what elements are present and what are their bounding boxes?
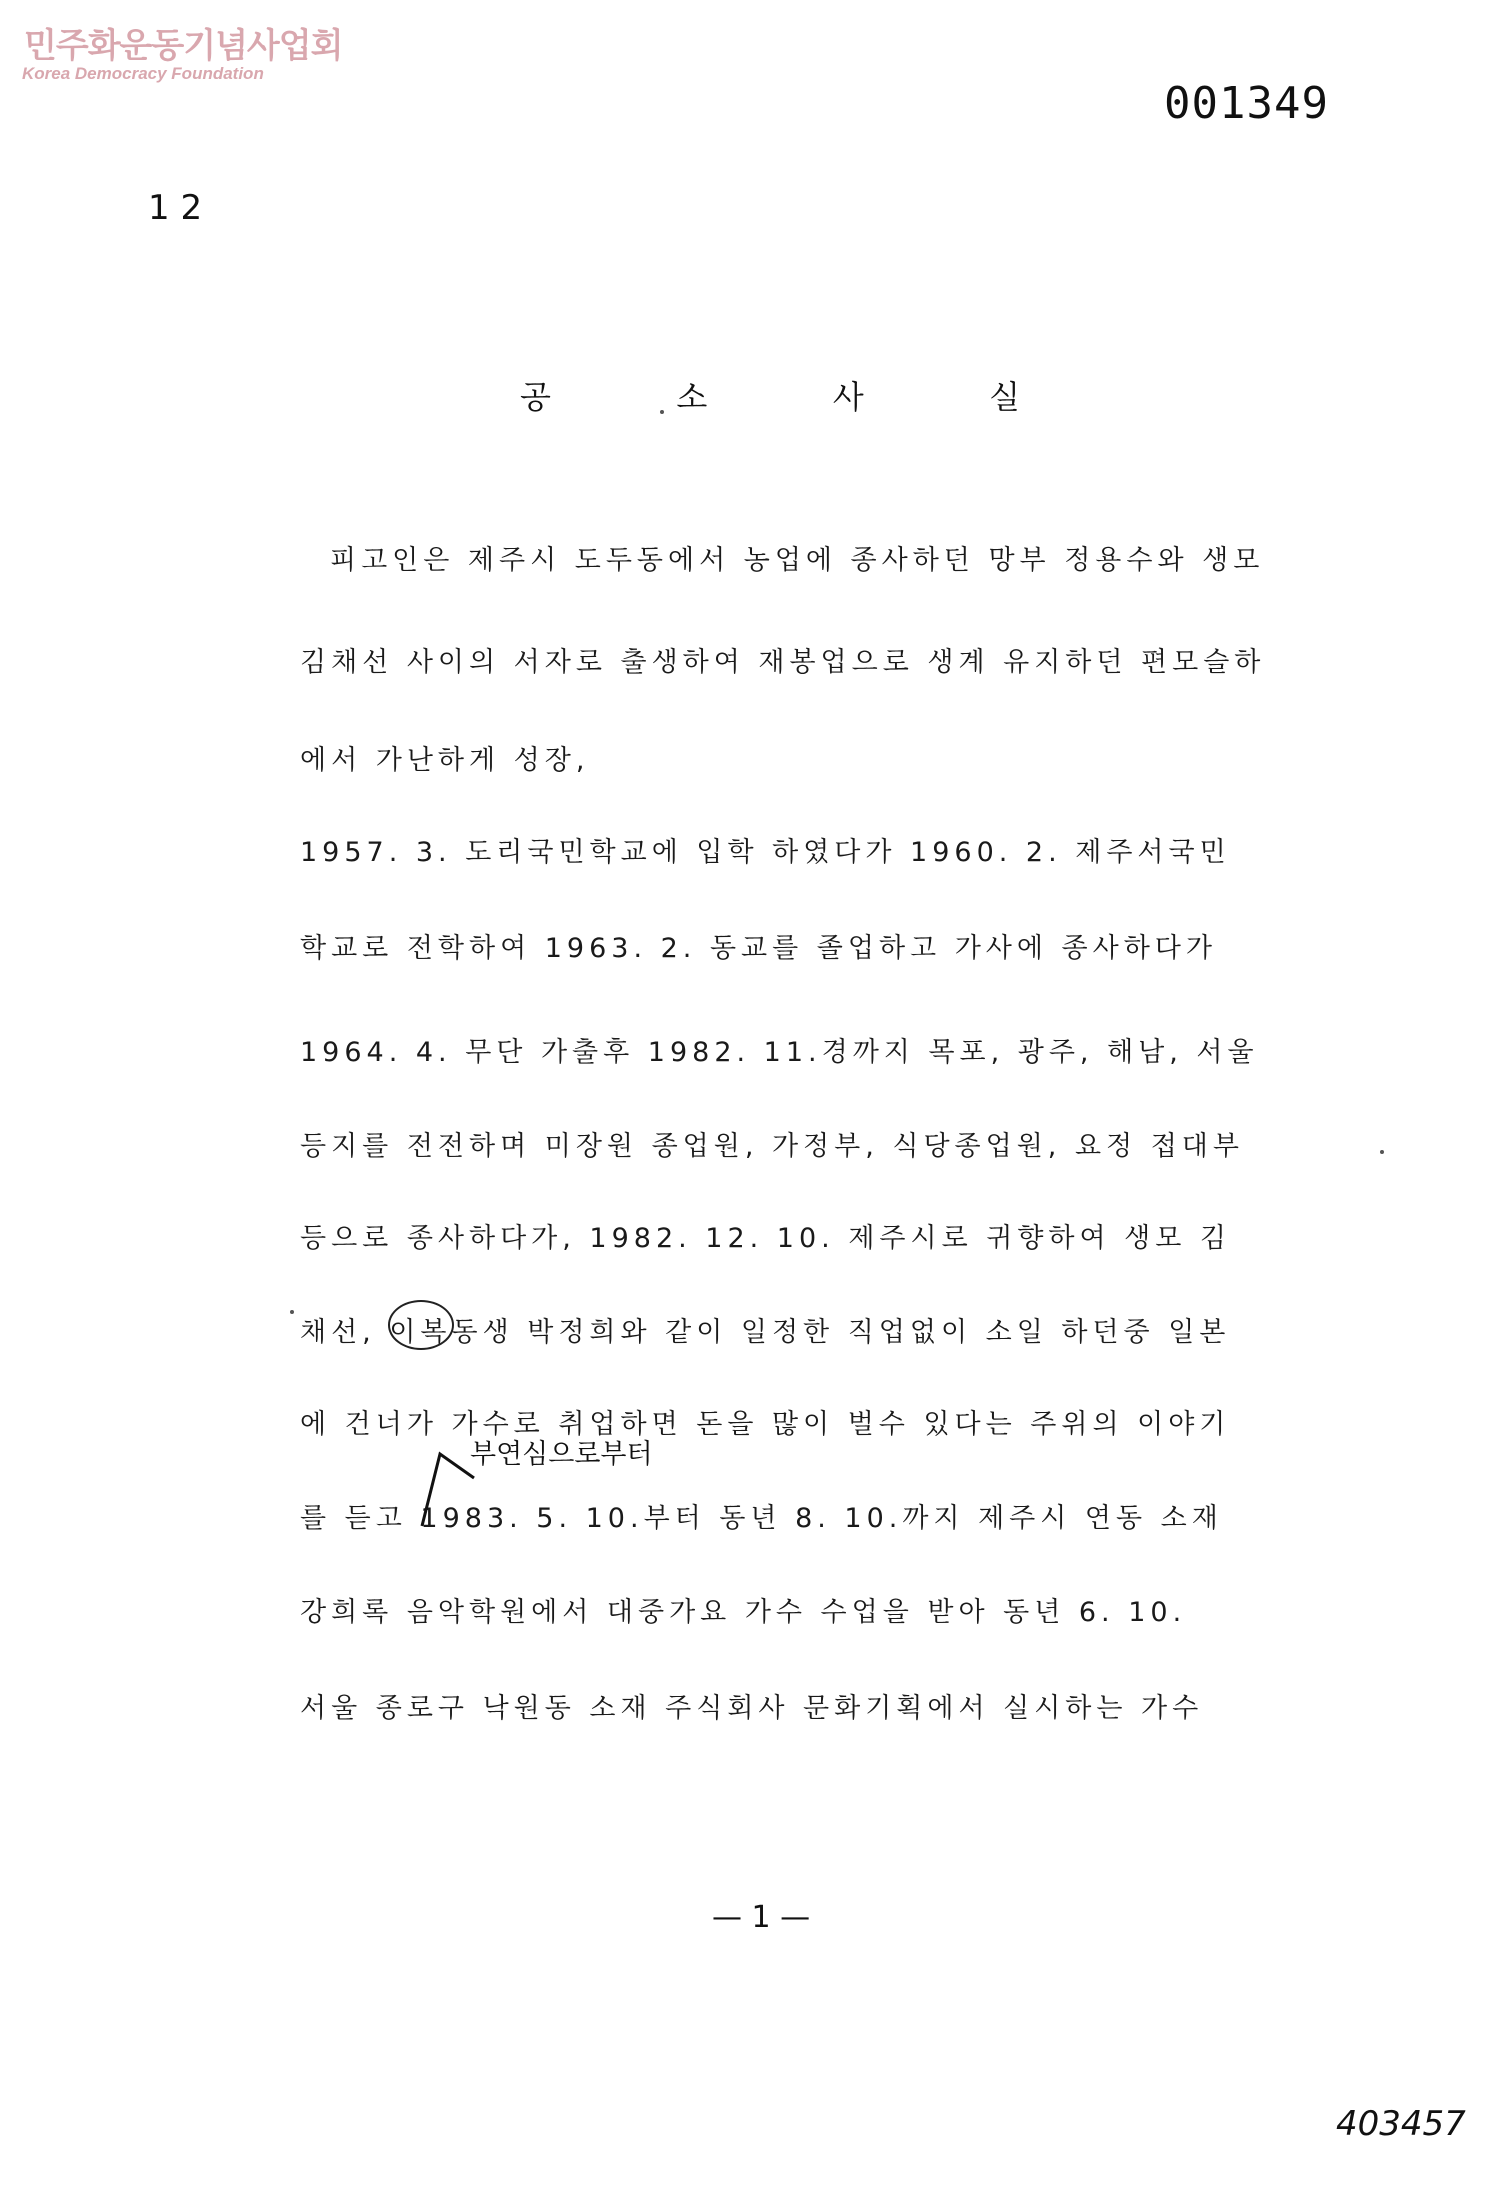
body-line: 김채선 사이의 서자로 출생하여 재봉업으로 생계 유지하던 편모슬하 [300,647,1266,678]
body-line: 를 듣고 1983. 5. 10.부터 동년 8. 10.까지 제주시 연동 소재 [300,1503,1223,1534]
scan-speck [1380,1150,1384,1154]
title-char: 실 [989,378,1020,416]
title-char: 공 [520,378,551,416]
title-char: 소 [676,378,708,416]
body-line: 에 건너가 가수로 취업하면 돈을 많이 벌수 있다는 주위의 이야기 [300,1409,1231,1440]
archive-number: 403457 [1336,2104,1466,2144]
watermark-title: 민주화운동기념사업회 [24,26,343,66]
body-line: 1964. 4. 무단 가출후 1982. 11.경까지 목포, 광주, 해남, 서울 [300,1037,1259,1068]
handwritten-insertion: 부연심으로부터 [470,1439,653,1470]
watermark-subtitle: Korea Democracy Foundation [22,64,264,83]
page-footer: — 1 — [712,1900,811,1935]
caret-mark [418,1448,478,1528]
title-char: 사 [832,378,864,416]
body-line: 등지를 전전하며 미장원 종업원, 가정부, 식당종업원, 요정 접대부 [300,1131,1244,1162]
document-number: 001349 [1164,78,1329,129]
scan-speck [660,410,664,414]
body-line: 강희록 음악학원에서 대중가요 가수 수업을 받아 동년 6. 10. [300,1597,1187,1628]
body-line: 에서 가난하게 성장, [300,745,590,776]
body-line: 채선, 이복동생 박정희와 같이 일정한 직업없이 소일 하던중 일본 [300,1317,1231,1348]
body-line: 서울 종로구 낙원동 소재 주식회사 문화기획에서 실시하는 가수 [300,1693,1204,1724]
body-line: 학교로 전학하여 1963. 2. 동교를 졸업하고 가사에 종사하다가 [300,933,1217,964]
body-line: 등으로 종사하다가, 1982. 12. 10. 제주시로 귀향하여 생모 김 [300,1223,1231,1254]
scan-speck [290,1310,294,1314]
circle-mark [388,1300,454,1350]
body-line: 피고인은 제주시 도두동에서 농업에 종사하던 망부 정용수와 생모 [330,545,1265,576]
page-mark: 1 2 [148,188,203,228]
body-line: 1957. 3. 도리국민학교에 입학 하였다가 1960. 2. 제주서국민 [300,837,1231,868]
document-title [520,372,1020,418]
